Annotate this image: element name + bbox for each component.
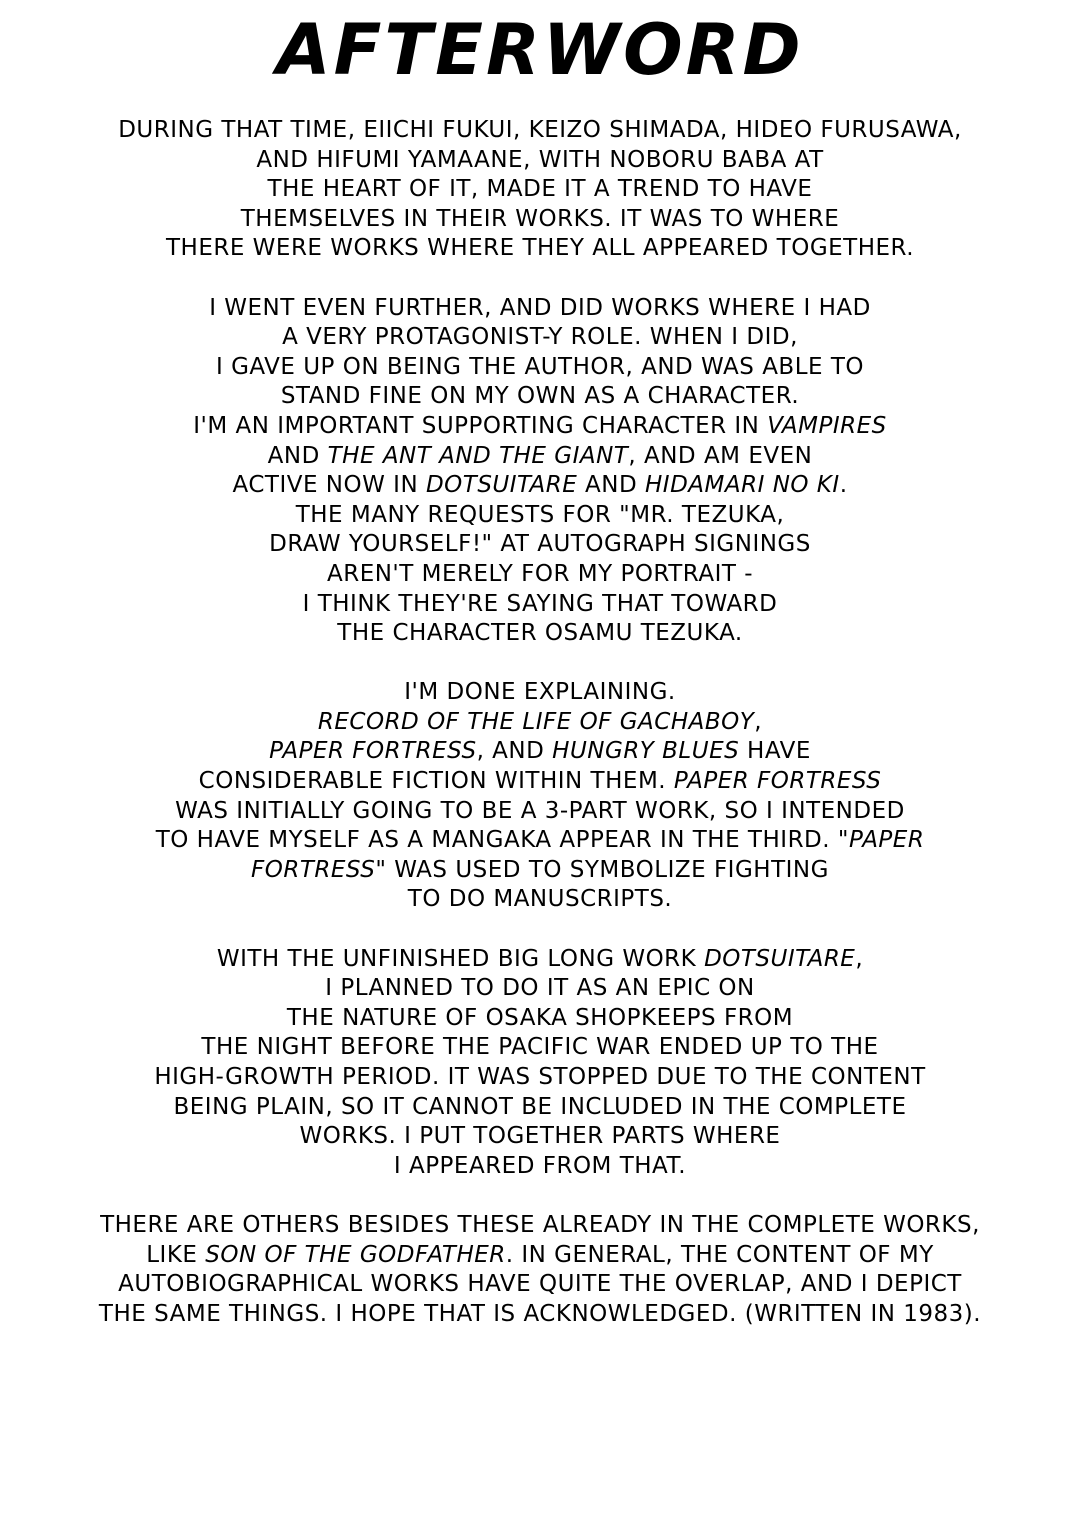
line-text: AND	[577, 472, 646, 499]
line-text: TO HAVE MYSELF AS A MANGAKA APPEAR IN THE THIRD. "	[155, 827, 849, 854]
work-title-text: FORTRESS	[251, 856, 376, 883]
line-text: AREN'T MERELY FOR MY PORTRAIT -	[326, 560, 754, 587]
text-line	[40, 382, 1040, 412]
afterword-body	[40, 116, 1040, 1359]
text-line	[40, 1033, 1040, 1063]
line-text: THE SAME THINGS. I HOPE THAT IS ACKNOWLEDGED. (WRITTEN IN 1983).	[98, 1300, 982, 1327]
line-text: . IN GENERAL, THE CONTENT OF MY	[505, 1241, 934, 1268]
text-line	[40, 885, 1040, 915]
work-title-text: PAPER FORTRESS	[673, 768, 882, 795]
line-text: HIGH-GROWTH PERIOD. IT WAS STOPPED DUE TO THE CONTENT	[154, 1064, 926, 1090]
line-text: THE NATURE OF OSAKA SHOPKEEPS FROM	[286, 1004, 794, 1031]
paragraph	[40, 116, 1040, 264]
text-line	[40, 590, 1040, 620]
line-text: THERE ARE OTHERS BESIDES THESE ALREADY IN THE COMPLETE WORKS,	[100, 1211, 980, 1238]
text-line	[40, 974, 1040, 1004]
line-text: WITH THE UNFINISHED BIG LONG WORK	[216, 945, 705, 972]
text-line	[40, 856, 1040, 886]
text-line	[40, 1063, 1040, 1093]
line-text: BEING PLAIN, SO IT CANNOT BE INCLUDED IN THE COMPLETE	[173, 1093, 907, 1120]
work-title-text: PAPER	[848, 827, 925, 854]
line-text: STAND FINE ON MY OWN AS A CHARACTER.	[280, 383, 800, 410]
text-line	[40, 1004, 1040, 1034]
line-text: , AND	[476, 738, 553, 765]
text-line	[40, 323, 1040, 353]
work-title-text: RECORD OF THE LIFE OF GACHABOY	[317, 708, 755, 735]
text-line	[40, 737, 1040, 767]
line-text: I GAVE UP ON BEING THE AUTHOR, AND WAS ABLE TO	[215, 353, 865, 380]
text-line	[40, 1093, 1040, 1123]
text-line	[40, 767, 1040, 797]
work-title-text: SON OF THE GODFATHER	[205, 1241, 506, 1268]
paragraph	[40, 294, 1040, 649]
text-line	[40, 1211, 1040, 1241]
work-title-text: VAMPIRES	[767, 412, 887, 439]
line-text: I APPEARED FROM THAT.	[393, 1152, 687, 1179]
line-text: WORKS. I PUT TOGETHER PARTS WHERE	[299, 1123, 781, 1150]
line-text: I PLANNED TO DO IT AS AN EPIC ON	[325, 975, 755, 1002]
text-line	[40, 412, 1040, 442]
work-title-text: HUNGRY BLUES	[552, 738, 740, 765]
line-text: THE CHARACTER OSAMU TEZUKA.	[337, 620, 743, 647]
line-text: I THINK THEY'RE SAYING THAT TOWARD	[302, 590, 778, 617]
text-line	[40, 708, 1040, 738]
text-line	[40, 1300, 1040, 1330]
paragraph	[40, 678, 1040, 915]
line-text: I'M AN IMPORTANT SUPPORTING CHARACTER IN	[193, 412, 768, 439]
line-text: , AND AM EVEN	[628, 442, 813, 469]
line-text: .	[839, 472, 848, 499]
line-text: I WENT EVEN FURTHER, AND DID WORKS WHERE I HAD	[209, 294, 871, 321]
line-text: THE MANY REQUESTS FOR "MR. TEZUKA,	[295, 501, 785, 528]
line-text: " WAS USED TO SYMBOLIZE FIGHTING	[375, 856, 829, 883]
line-text: ,	[754, 708, 763, 735]
line-text: WAS INITIALLY GOING TO BE A 3-PART WORK, SO I INTENDED	[175, 797, 905, 824]
line-text: AND HIFUMI YAMAANE, WITH NOBORU BABA AT	[256, 146, 824, 173]
text-line	[40, 353, 1040, 383]
text-line	[40, 826, 1040, 856]
line-text: AND	[267, 442, 328, 469]
text-line	[40, 560, 1040, 590]
text-line	[40, 530, 1040, 560]
line-text: CONSIDERABLE FICTION WITHIN THEM.	[198, 768, 674, 795]
text-line	[40, 146, 1040, 176]
text-line	[40, 501, 1040, 531]
line-text: HAVE	[739, 738, 811, 765]
line-text: THERE WERE WORKS WHERE THEY ALL APPEARED TOGETHER.	[165, 235, 915, 262]
text-line	[40, 1241, 1040, 1271]
text-line	[40, 619, 1040, 649]
text-line	[40, 678, 1040, 708]
line-text: THE NIGHT BEFORE THE PACIFIC WAR ENDED UP TO THE	[201, 1034, 879, 1061]
text-line	[40, 175, 1040, 205]
line-text: DURING THAT TIME, EIICHI FUKUI, KEIZO SHIMADA, HIDEO FURUSAWA,	[118, 117, 962, 143]
line-text: I'M DONE EXPLAINING.	[404, 679, 676, 706]
text-line	[40, 234, 1040, 264]
text-line	[40, 116, 1040, 146]
line-text: AUTOBIOGRAPHICAL WORKS HAVE QUITE THE OVERLAP, AND I DEPICT	[118, 1271, 962, 1298]
work-title-text: DOTSUITARE	[704, 945, 856, 972]
work-title-text: PAPER FORTRESS	[269, 738, 477, 765]
text-line	[40, 442, 1040, 472]
paragraph	[40, 945, 1040, 1182]
text-line	[40, 294, 1040, 324]
line-text: ,	[855, 945, 864, 972]
line-text: THE HEART OF IT, MADE IT A TREND TO HAVE	[267, 176, 813, 203]
line-text: THEMSELVES IN THEIR WORKS. IT WAS TO WHERE	[240, 205, 840, 232]
line-text: TO DO MANUSCRIPTS.	[407, 886, 673, 913]
line-text: LIKE	[146, 1241, 206, 1268]
line-text: DRAW YOURSELF!" AT AUTOGRAPH SIGNINGS	[269, 531, 811, 558]
text-line	[40, 1270, 1040, 1300]
line-text: A VERY PROTAGONIST-Y ROLE. WHEN I DID,	[282, 324, 798, 351]
paragraph	[40, 1211, 1040, 1329]
page-title: AFTERWORD	[276, 9, 804, 91]
line-text: ACTIVE NOW IN	[232, 472, 426, 499]
work-title-text: THE ANT AND THE GIANT	[327, 442, 629, 469]
work-title-text: HIDAMARI NO KI	[645, 472, 840, 499]
text-line	[40, 1122, 1040, 1152]
text-line	[40, 945, 1040, 975]
text-line	[40, 797, 1040, 827]
text-line	[40, 205, 1040, 235]
text-line	[40, 471, 1040, 501]
work-title-text: DOTSUITARE	[425, 472, 578, 499]
text-line	[40, 1152, 1040, 1182]
